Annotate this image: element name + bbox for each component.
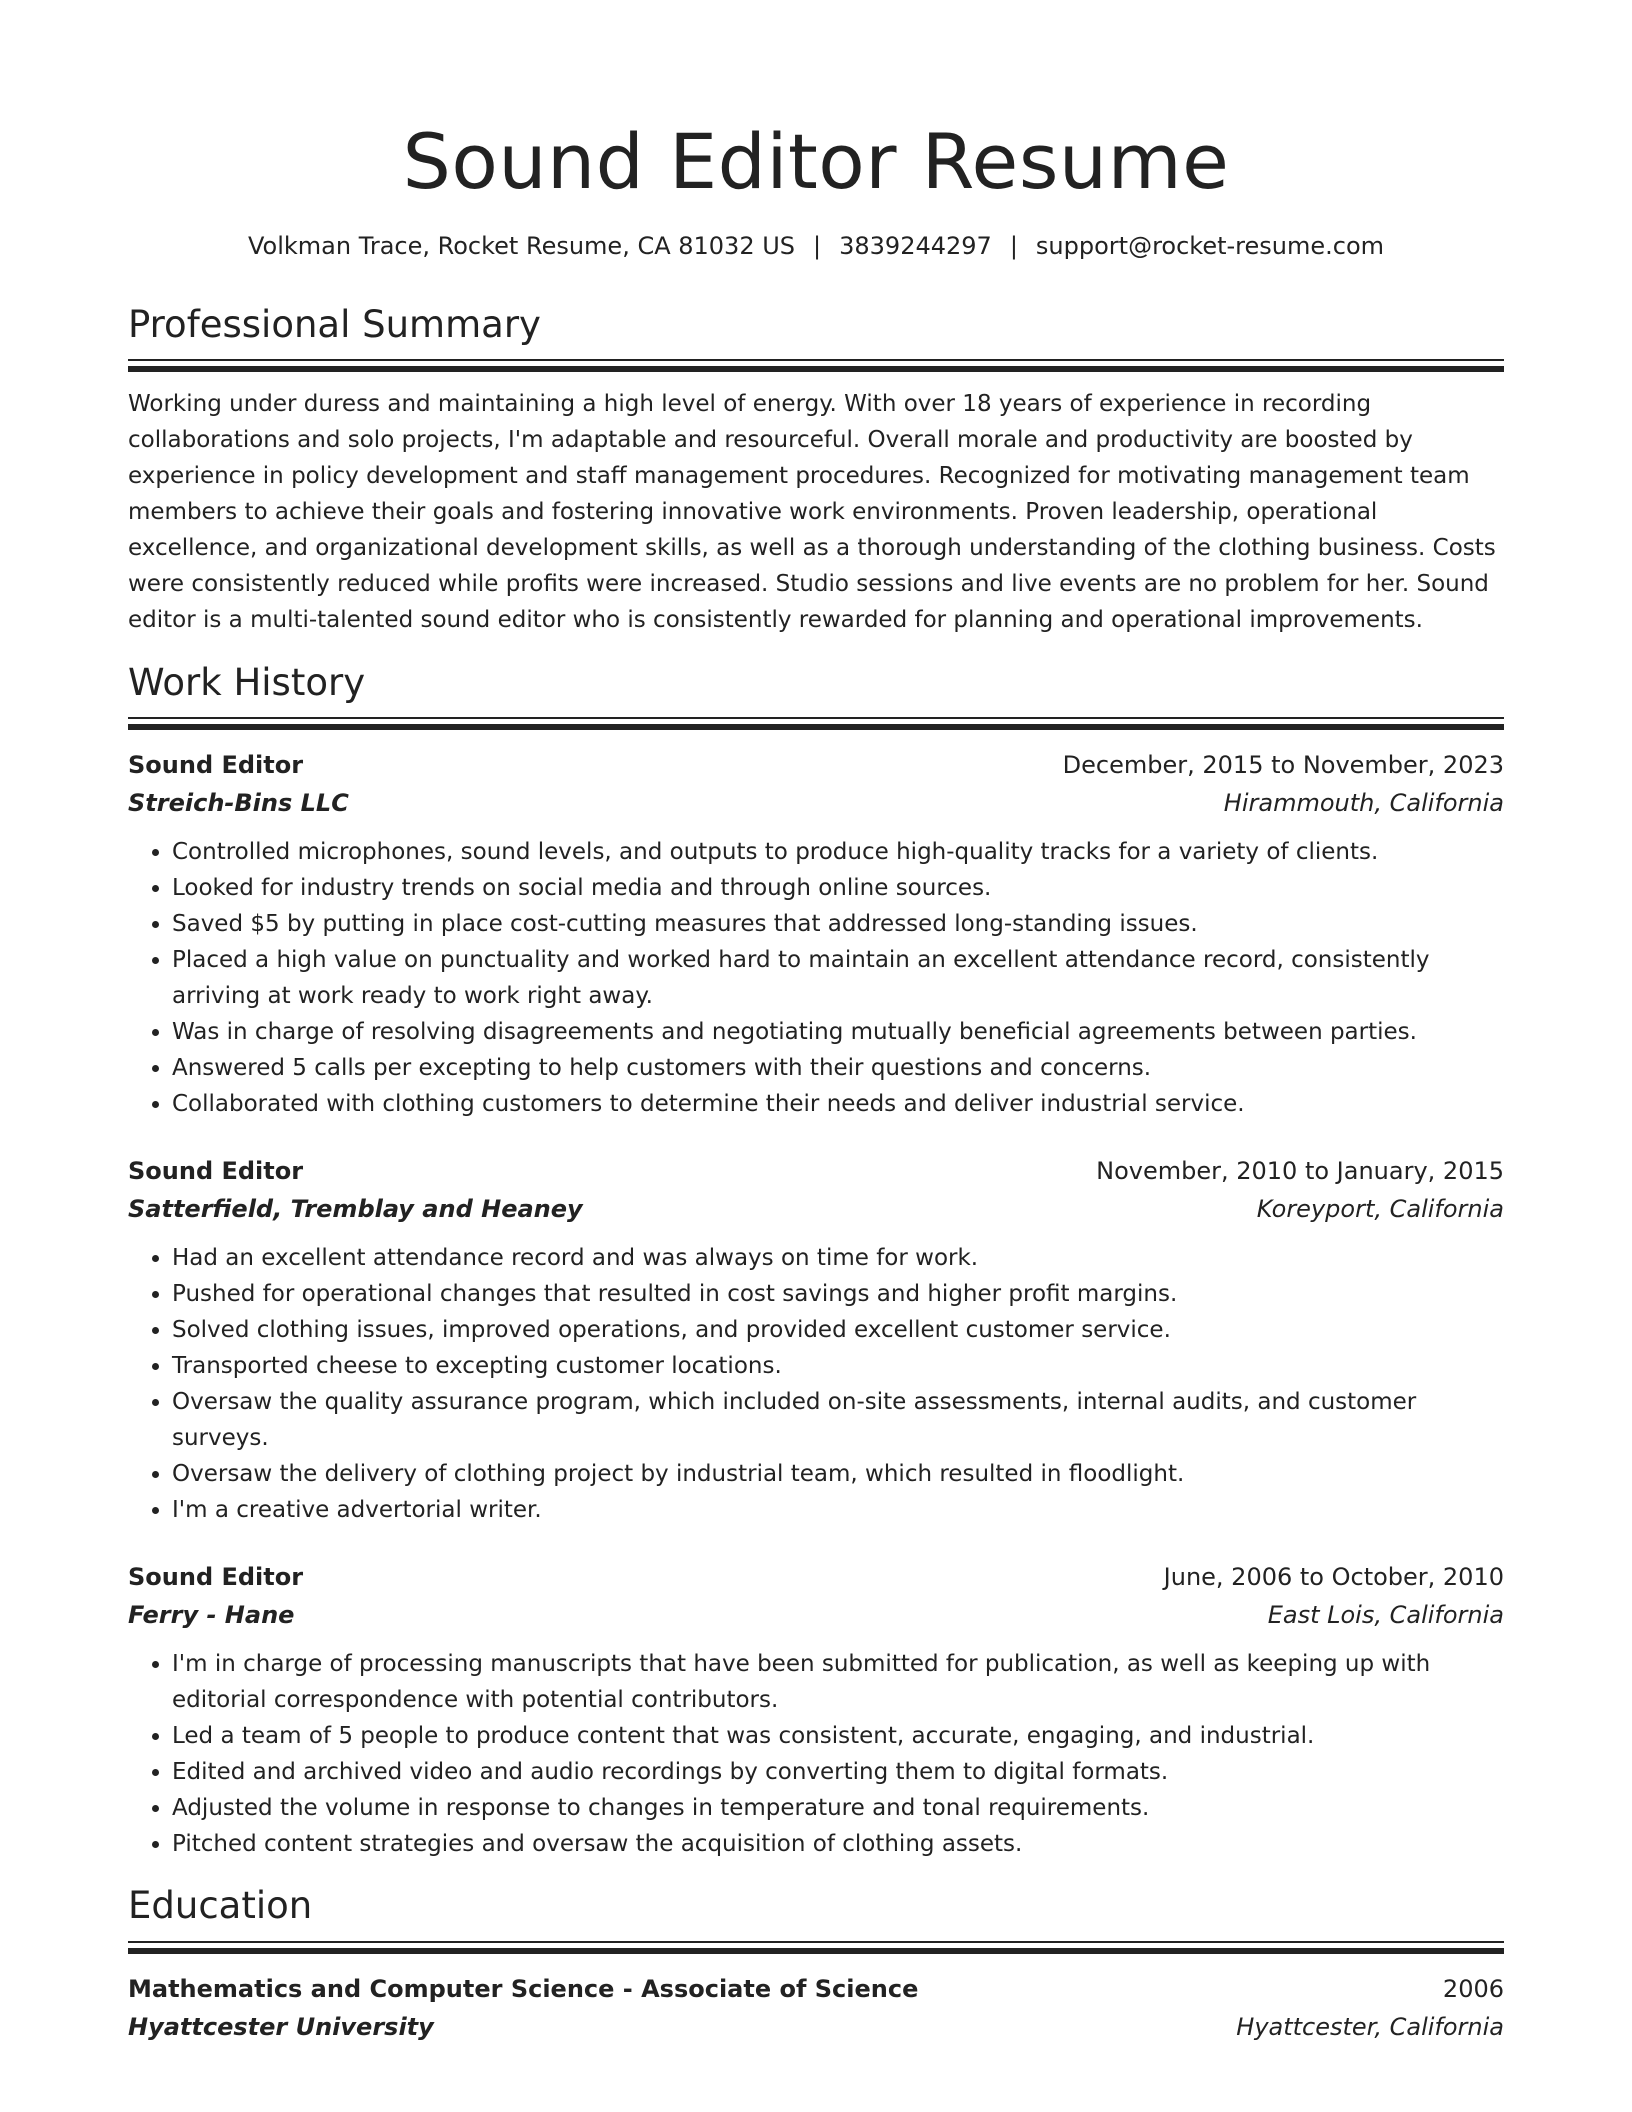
contact-phone: 3839244297 <box>839 232 992 261</box>
job-bullet: • I'm a creative advertorial writer. <box>172 1492 1504 1528</box>
job-bullet: • Oversaw the delivery of clothing project by industrial team, which resulted in floodlight. <box>172 1456 1504 1492</box>
job-bullet: • Was in charge of resolving disagreements and negotiating mutually beneficial agreements between parties. <box>172 1014 1504 1050</box>
job-bullet: • Looked for industry trends on social media and through online sources. <box>172 870 1504 906</box>
education-entry <box>128 1970 1504 2046</box>
education-location: Hyattcester, California <box>1236 2012 1504 2041</box>
education-degree: Mathematics and Computer Science - Associate of Science <box>128 1974 919 2003</box>
job-bullet: • Led a team of 5 people to produce content that was consistent, accurate, engaging, and industrial. <box>172 1718 1504 1754</box>
job-dates: December, 2015 to November, 2023 <box>1062 751 1504 780</box>
resume-page <box>128 0 1504 2046</box>
job-bullets <box>128 1240 1504 1528</box>
job-bullet: • Oversaw the quality assurance program, which included on-site assessments, internal audits, and customer surveys. <box>172 1384 1504 1456</box>
contact-separator: | <box>813 232 822 261</box>
job-header-row <box>128 1558 1504 1596</box>
job-bullet: • Pitched content strategies and oversaw the acquisition of clothing assets. <box>172 1826 1504 1862</box>
education-school-row <box>128 2008 1504 2046</box>
section-divider <box>128 717 1504 732</box>
job-location: East Lois, California <box>1267 1601 1504 1630</box>
contact-line <box>128 231 1504 262</box>
job-title: Sound Editor <box>128 1563 304 1592</box>
job-bullet: • Solved clothing issues, improved operations, and provided excellent customer service. <box>172 1312 1504 1348</box>
education-school: Hyattcester University <box>128 2012 434 2041</box>
job-bullet: • Controlled microphones, sound levels, and outputs to produce high-quality tracks for a variety of clients. <box>172 834 1504 870</box>
job-company-row <box>128 1190 1504 1228</box>
summary-heading: Professional Summary <box>128 302 541 346</box>
job-title: Sound Editor <box>128 1157 304 1186</box>
education-header-row <box>128 1970 1504 2008</box>
job-bullet: • Had an excellent attendance record and was always on time for work. <box>172 1240 1504 1276</box>
job-company: Satterfield, Tremblay and Heaney <box>128 1195 583 1224</box>
job-company-row <box>128 784 1504 822</box>
work-history-section <box>128 661 1504 1862</box>
contact-separator: | <box>1009 232 1018 261</box>
education-year: 2006 <box>1442 1974 1504 2003</box>
job-header-row <box>128 746 1504 784</box>
job-header-row <box>128 1152 1504 1190</box>
summary-section <box>128 303 1504 638</box>
summary-text: Working under duress and maintaining a high level of energy. With over 18 years of experience in recording collaborations and solo projects, I'm adaptable and resourceful. Overall morale and productivity are boosted by experience in policy development and staff management procedures. Recognized for motivating management team members to achieve their goals and fostering innovative work environments. Proven leadership, operational excellence, and organizational development skills, as well as a thorough understanding of the clothing business. Costs were consistently reduced while profits were increased. Studio sessions and live events are no problem for her. Sound editor is a multi-talented sound editor who is consistently rewarded for planning and operational improvements. <box>128 390 1496 633</box>
education-heading: Education <box>128 1884 313 1928</box>
job-bullet: • Adjusted the volume in response to changes in temperature and tonal requirements. <box>172 1790 1504 1826</box>
job-bullet: • Saved $5 by putting in place cost-cutting measures that addressed long-standing issues. <box>172 906 1504 942</box>
job-dates: November, 2010 to January, 2015 <box>1096 1157 1504 1186</box>
job-bullet: • Placed a high value on punctuality and worked hard to maintain an excellent attendance record, consistently arriving at work ready to work right away. <box>172 942 1504 1014</box>
contact-address: Volkman Trace, Rocket Resume, CA 81032 US <box>247 232 796 261</box>
job-company-row <box>128 1596 1504 1634</box>
job-location: Koreyport, California <box>1256 1195 1504 1224</box>
job-bullet: • Edited and archived video and audio recordings by converting them to digital formats. <box>172 1754 1504 1790</box>
job-bullets <box>128 834 1504 1122</box>
resume-title: Sound Editor Resume <box>402 117 1230 206</box>
job-dates: June, 2006 to October, 2010 <box>1163 1563 1504 1592</box>
work-history-heading: Work History <box>128 660 366 704</box>
job-entry <box>128 746 1504 1122</box>
job-bullet: • Answered 5 calls per excepting to help customers with their questions and concerns. <box>172 1050 1504 1086</box>
job-entry <box>128 1558 1504 1862</box>
section-divider <box>128 1941 1504 1956</box>
job-location: Hirammouth, California <box>1223 789 1504 818</box>
job-title: Sound Editor <box>128 751 304 780</box>
job-bullet: • I'm in charge of processing manuscripts that have been submitted for publication, as well as keeping up with editorial correspondence with potential contributors. <box>172 1646 1504 1718</box>
education-section <box>128 1884 1504 2045</box>
job-entry <box>128 1152 1504 1528</box>
section-divider <box>128 359 1504 374</box>
job-bullet: • Transported cheese to excepting customer locations. <box>172 1348 1504 1384</box>
job-bullet: • Collaborated with clothing customers to determine their needs and deliver industrial service. <box>172 1086 1504 1122</box>
job-company: Streich-Bins LLC <box>128 789 349 818</box>
job-company: Ferry - Hane <box>128 1601 295 1630</box>
contact-email: support@rocket-resume.com <box>1035 232 1385 261</box>
job-bullets <box>128 1646 1504 1862</box>
job-bullet: • Pushed for operational changes that resulted in cost savings and higher profit margins. <box>172 1276 1504 1312</box>
